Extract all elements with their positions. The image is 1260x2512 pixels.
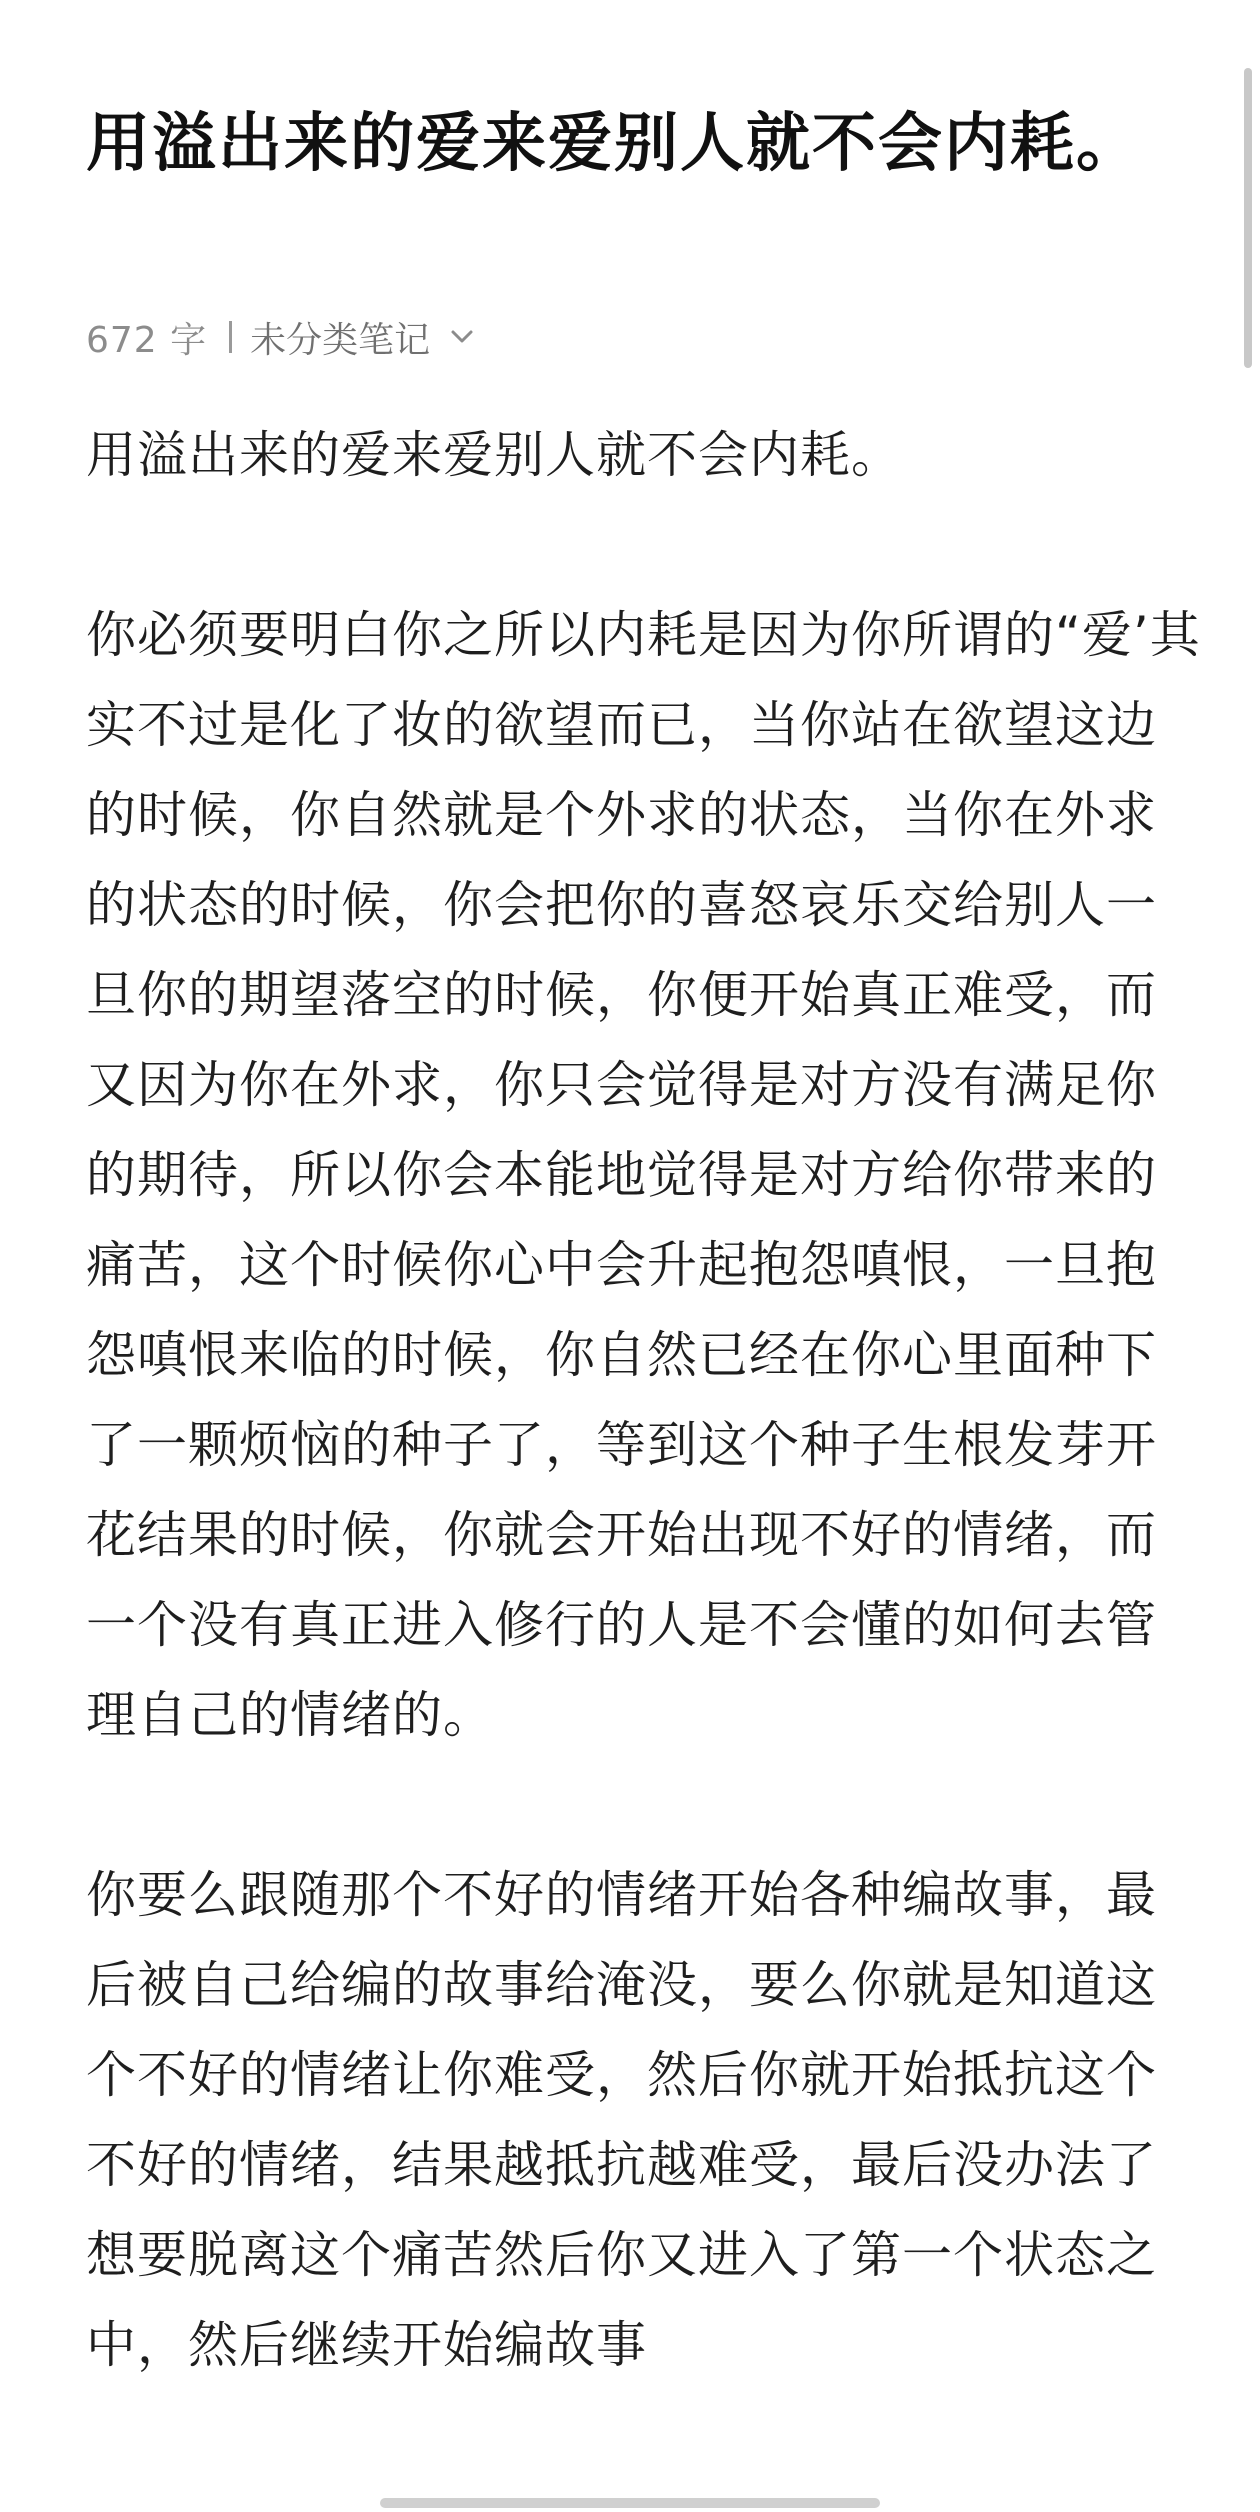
paragraph-spacer [86,500,1206,590]
paragraph-3: 你要么跟随那个不好的情绪开始各种编故事，最后被自己给编的故事给淹没，要么你就是知道这个不好的情绪让你难受，然后你就开始抵抗这个不好的情绪，结果越抵抗越难受，最后没办法了想要脱离这个痛苦然后你又进入了第一个状态之中，然后继续开始编故事 [86,1866,1157,2374]
home-indicator[interactable] [380,2498,880,2508]
note-body[interactable] [86,410,1206,2390]
word-count: 672 字 [86,319,208,361]
category-selector[interactable]: 未分类笔记 [250,319,431,361]
scrollbar[interactable] [1244,68,1252,368]
chevron-down-icon[interactable] [448,323,476,351]
note-title: 用溢出来的爱来爱别人就不会内耗。 [86,107,1142,181]
note-meta [86,312,476,362]
paragraph-1: 用溢出来的爱来爱别人就不会内耗。 [86,426,902,484]
meta-divider [229,321,232,353]
paragraph-spacer [86,1760,1206,1850]
paragraph-2: 你必须要明白你之所以内耗是因为你所谓的“爱’其实不过是化了妆的欲望而已，当你站在欲望这边的时候，你自然就是个外求的状态，当你在外求的状态的时候，你会把你的喜怒哀乐交给别人一旦你的期望落空的时候，你便开始真正难受，而又因为你在外求，你只会觉得是对方没有满足你的期待，所以你会本能地觉得是对方给你带来的痛苦，这个时候你心中会升起抱怨嗔恨，一旦抱怨嗔恨来临的时候，你自然已经在你心里面种下了一颗烦恼的种子了，等到这个种子生根发芽开花结果的时候，你就会开始出现不好的情绪，而一个没有真正进入修行的人是不会懂的如何去管理自己的情绪的。 [86,606,1201,1744]
